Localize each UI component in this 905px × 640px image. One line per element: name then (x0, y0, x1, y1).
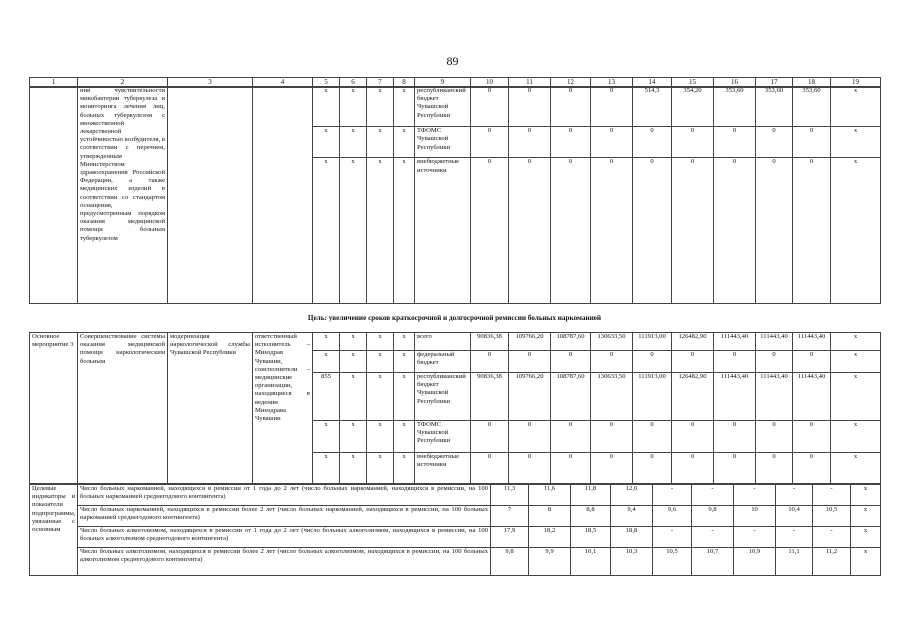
indicator-text: Число больных наркоманией, находящихся в ремиссии от 1 года до 2 лет (число больных наркоманией, находящихся в ремиссии, на 100 больных наркоманией среднегодового контингента) (78, 485, 491, 506)
cell-c19: x (831, 453, 881, 484)
value-cell: 10 (734, 506, 776, 527)
value-cell: 12,0 (611, 485, 653, 506)
funding-source: всего (415, 333, 471, 351)
value-cell: 90836,38 (471, 373, 509, 421)
cell-c8: x (394, 421, 415, 453)
cell-c5: x (313, 333, 340, 351)
value-cell: 108787,60 (551, 373, 591, 421)
value-cell: 9,8 (692, 506, 734, 527)
value-cell: 0 (633, 158, 672, 304)
value-cell: 0 (591, 127, 633, 158)
cell-c8: x (394, 453, 415, 484)
value-cell: 17,9 (491, 527, 529, 548)
value-cell: - (692, 485, 734, 506)
value-cell: 0 (793, 127, 831, 158)
cell-c7: x (367, 351, 394, 373)
value-cell: 0 (509, 158, 551, 304)
column-header-10: 10 (471, 78, 509, 88)
value-cell: 0 (714, 453, 756, 484)
cell-c7: x (367, 333, 394, 351)
funding-source: ТФОМС Чувашской Республики (415, 421, 471, 453)
value-cell: 10,5 (813, 506, 851, 527)
column-header-9: 9 (415, 78, 471, 88)
value-cell: 11,6 (529, 485, 571, 506)
value-cell: 90836,38 (471, 333, 509, 351)
value-cell: 0 (633, 351, 672, 373)
value-cell: 0 (672, 421, 714, 453)
value-cell: 10,4 (776, 506, 813, 527)
funding-source: внебюджетные источники (415, 158, 471, 304)
cell-c19: x (831, 421, 881, 453)
value-cell: 0 (793, 453, 831, 484)
column-header-2: 2 (78, 78, 168, 88)
cell-c6: x (340, 373, 367, 421)
value-cell: 10,7 (692, 548, 734, 576)
value-cell: 126482,90 (672, 373, 714, 421)
value-cell: 0 (551, 453, 591, 484)
value-cell: 0 (633, 421, 672, 453)
value-cell: - (813, 527, 851, 548)
cell-c6: x (340, 87, 367, 127)
cell-c19: x (831, 333, 881, 351)
value-cell: 0 (551, 421, 591, 453)
value-cell: 108787,60 (551, 333, 591, 351)
value-cell: 0 (509, 351, 551, 373)
value-cell: 0 (633, 127, 672, 158)
value-cell: 0 (591, 351, 633, 373)
activity-executor: ответственный исполнитель – Минздрав Чувашии, соисполнители – медицинские организации, находящиеся в ведении Минздрава Чувашии (253, 333, 313, 484)
value-cell: 354,20 (672, 87, 714, 127)
column-header-18: 18 (793, 78, 831, 88)
value-cell: 0 (756, 127, 793, 158)
cell-c8: x (394, 373, 415, 421)
cell-c6: x (340, 421, 367, 453)
value-cell: 8,8 (571, 506, 611, 527)
value-cell: 18,5 (571, 527, 611, 548)
value-cell: 7 (491, 506, 529, 527)
funding-source: федеральный бюджет (415, 351, 471, 373)
column-header-1: 1 (30, 78, 78, 88)
value-cell: 10,1 (571, 548, 611, 576)
column-header-16: 16 (714, 78, 756, 88)
page-number: 89 (446, 54, 459, 68)
block2-table (29, 332, 881, 484)
funding-source: республиканский бюджет Чувашской Республики (415, 87, 471, 127)
funding-source: республиканский бюджет Чувашской Республики (415, 373, 471, 421)
cell-c7: x (367, 158, 394, 304)
value-cell: 0 (672, 127, 714, 158)
cell-c8: x (394, 158, 415, 304)
column-header-14: 14 (633, 78, 672, 88)
cell-c19: x (851, 485, 881, 506)
value-cell: - (734, 485, 776, 506)
column-header-3: 3 (168, 78, 253, 88)
activity-description: Совершенствование системы оказания медицинской помощи наркологическим больным (78, 333, 168, 484)
column-header-12: 12 (551, 78, 591, 88)
cell-c6: x (340, 453, 367, 484)
value-cell: 111443,40 (714, 373, 756, 421)
cell-c6: x (340, 351, 367, 373)
value-cell: - (734, 527, 776, 548)
value-cell: 111913,00 (633, 373, 672, 421)
value-cell: 0 (509, 87, 551, 127)
cell-c7: x (367, 453, 394, 484)
value-cell: 0 (471, 127, 509, 158)
value-cell: 11,8 (571, 485, 611, 506)
cell-c19: x (831, 158, 881, 304)
cell-c5: x (313, 87, 340, 127)
value-cell: 109766,20 (509, 333, 551, 351)
value-cell: - (813, 485, 851, 506)
cell-c8: x (394, 333, 415, 351)
cell-c7: x (367, 127, 394, 158)
value-cell: 8 (529, 506, 571, 527)
value-cell: - (653, 485, 692, 506)
cell-c19: x (831, 373, 881, 421)
cell-c5: x (313, 351, 340, 373)
value-cell: 9,8 (491, 548, 529, 576)
column-header-6: 6 (340, 78, 367, 88)
cell-c5: x (313, 421, 340, 453)
value-cell: 130633,50 (591, 333, 633, 351)
value-cell: 0 (672, 453, 714, 484)
value-cell: 0 (756, 158, 793, 304)
value-cell: 0 (672, 351, 714, 373)
value-cell: 111443,40 (756, 373, 793, 421)
column-header-11: 11 (509, 78, 551, 88)
value-cell: - (776, 485, 813, 506)
cell-c19: x (851, 527, 881, 548)
column-header-13: 13 (591, 78, 633, 88)
cell-c7: x (367, 87, 394, 127)
cell-c8: x (394, 87, 415, 127)
value-cell: 18,2 (529, 527, 571, 548)
value-cell: 0 (793, 421, 831, 453)
value-cell: 0 (714, 421, 756, 453)
value-cell: 0 (714, 351, 756, 373)
block1-description: ния чувствительности микобактерии туберкулеза и мониторинга лечения лиц, больных туберкулезом с множественной лекарственной устойчивостью возбудителя, в соответствии с перечнем, утвержденным Министерством здравоохранения Российской Федерации, а также медицинских изделий в соответствии со стандартом оснащения, предусмотренным порядком оказания медицинской помощи больным туберкулезом (78, 87, 168, 304)
indicator-row (30, 527, 881, 548)
value-cell: 11,2 (813, 548, 851, 576)
column-header-19: 19 (831, 78, 881, 88)
value-cell: 9,9 (529, 548, 571, 576)
value-cell: 18,8 (611, 527, 653, 548)
value-cell: 0 (509, 453, 551, 484)
cell-c6: x (340, 333, 367, 351)
value-cell: 0 (714, 158, 756, 304)
value-cell: 0 (551, 351, 591, 373)
value-cell: 0 (793, 351, 831, 373)
cell-c5: 855 (313, 373, 340, 421)
value-cell: 9,6 (653, 506, 692, 527)
value-cell: 0 (714, 127, 756, 158)
value-cell: 11,1 (776, 548, 813, 576)
value-cell: 11,3 (491, 485, 529, 506)
value-cell: 0 (756, 421, 793, 453)
activity-name: Основное мероприятие 3 (30, 333, 78, 484)
value-cell: 111443,40 (793, 373, 831, 421)
value-cell: 0 (471, 158, 509, 304)
column-header-15: 15 (672, 78, 714, 88)
cell-c7: x (367, 421, 394, 453)
value-cell: 9,4 (611, 506, 653, 527)
cell-c19: x (831, 351, 881, 373)
value-cell: 0 (509, 127, 551, 158)
cell-c5: x (313, 158, 340, 304)
value-cell: 111443,40 (793, 333, 831, 351)
column-header-8: 8 (394, 78, 415, 88)
activity-result: модернизация наркологической службы Чувашской Республики (168, 333, 253, 484)
value-cell: 0 (756, 351, 793, 373)
value-cell: 0 (509, 421, 551, 453)
value-cell: 0 (551, 158, 591, 304)
value-cell: 353,60 (714, 87, 756, 127)
value-cell: 130633,50 (591, 373, 633, 421)
value-cell: 0 (471, 351, 509, 373)
block3-table (29, 484, 881, 576)
column-header-4: 4 (253, 78, 313, 88)
value-cell: 0 (471, 453, 509, 484)
cell-c8: x (394, 127, 415, 158)
value-cell: 353,60 (756, 87, 793, 127)
block1-row (30, 87, 881, 127)
indicators-label: Целевые индикаторы и показатели подпрограммы, увязанные с основным (30, 485, 78, 576)
value-cell: 0 (551, 127, 591, 158)
cell-c8: x (394, 351, 415, 373)
value-cell: 0 (471, 87, 509, 127)
value-cell: 10,9 (734, 548, 776, 576)
value-cell: - (776, 527, 813, 548)
value-cell: 0 (633, 453, 672, 484)
value-cell: 0 (591, 158, 633, 304)
indicator-row (30, 485, 881, 506)
value-cell: 0 (591, 87, 633, 127)
value-cell: 10,5 (653, 548, 692, 576)
value-cell: 0 (591, 421, 633, 453)
column-header-7: 7 (367, 78, 394, 88)
value-cell: 0 (551, 87, 591, 127)
value-cell: 111443,40 (756, 333, 793, 351)
value-cell: 109766,20 (509, 373, 551, 421)
column-header-5: 5 (313, 78, 340, 88)
goal-title: Цель: увеличение сроков краткосрочной и долгосрочной ремиссии больных наркоманией (307, 314, 602, 322)
cell-c19: x (851, 506, 881, 527)
value-cell: - (692, 527, 734, 548)
funding-source: ТФОМС Чувашской Республики (415, 127, 471, 158)
value-cell: 514,3 (633, 87, 672, 127)
cell-c19: x (831, 127, 881, 158)
indicator-row (30, 548, 881, 576)
cell-c19: x (831, 87, 881, 127)
value-cell: 10,3 (611, 548, 653, 576)
cell-c5: x (313, 453, 340, 484)
cell-c19: x (851, 548, 881, 576)
block1-table (29, 86, 881, 304)
indicator-text: Число больных алкоголизмом, находящихся в ремиссии от 1 года до 2 лет (число больных алкоголизмом, находящихся в ремиссии, на 100 больных алкоголизмом среднегодового контингента) (78, 527, 491, 548)
column-header-17: 17 (756, 78, 793, 88)
cell-c7: x (367, 373, 394, 421)
value-cell: 111443,40 (714, 333, 756, 351)
indicator-text: Число больных алкоголизмом, находящихся в ремиссии более 2 лет (число больных алкоголизмом, находящихся в ремиссии, на 100 больных алкоголизмом среднегодового контингента) (78, 548, 491, 576)
funding-source: внебюджетные источники (415, 453, 471, 484)
value-cell: 0 (793, 158, 831, 304)
value-cell: 126482,90 (672, 333, 714, 351)
cell-c6: x (340, 127, 367, 158)
cell-c6: x (340, 158, 367, 304)
value-cell: 0 (471, 421, 509, 453)
value-cell: 111913,00 (633, 333, 672, 351)
cell-c5: x (313, 127, 340, 158)
indicator-text: Число больных наркоманией, находящихся в ремиссии более 2 лет (число больных наркоманией, находящихся в ремиссии, на 100 больных наркоманией среднегодового контингента) (78, 506, 491, 527)
indicator-row (30, 506, 881, 527)
value-cell: 0 (672, 158, 714, 304)
value-cell: - (653, 527, 692, 548)
block2-row (30, 333, 881, 351)
value-cell: 0 (591, 453, 633, 484)
value-cell: 0 (756, 453, 793, 484)
value-cell: 353,60 (793, 87, 831, 127)
